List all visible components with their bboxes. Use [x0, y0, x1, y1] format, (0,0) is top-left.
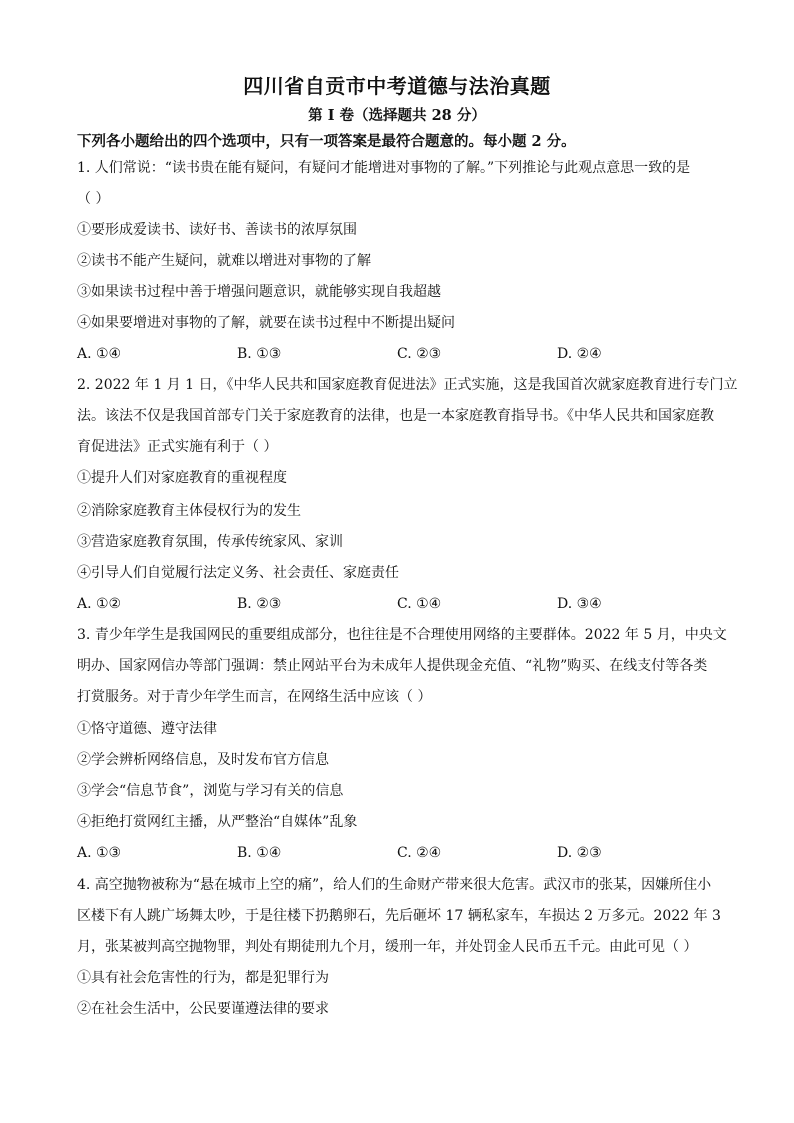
question-4-statement-2: ②在社会生活中，公民要谨遵法律的要求 — [77, 1001, 329, 1017]
question-3-stem-line-2: 明办、国家网信办等部门强调：禁止网站平台为未成年人提供现金充值、“礼物”购买、在线支付等各类 — [77, 658, 708, 674]
question-4-stem-line-3: 月，张某被判高空抛物罪，判处有期徒刑九个月，缓刑一年，并处罚金人民币五千元。由此可见（ ） — [77, 939, 698, 955]
option-d[interactable]: D. ③④ — [557, 596, 602, 612]
option-a[interactable]: A. ①③ — [77, 845, 122, 861]
section-subtitle: 第 I 卷（选择题共 28 分） — [308, 107, 486, 124]
question-1-stem-line-2: （ ） — [77, 191, 110, 207]
question-1-stem-line-1: 1. 人们常说：“读书贵在能有疑问，有疑问才能增进对事物的了解。”下列推论与此观点意思一致的是 — [77, 160, 691, 176]
option-a[interactable]: A. ①② — [77, 596, 122, 612]
option-b[interactable]: B. ①③ — [237, 346, 282, 362]
question-2-statement-1: ①提升人们对家庭教育的重视程度 — [77, 470, 287, 486]
question-2-stem-line-3: 育促进法》正式实施有利于（ ） — [77, 439, 278, 455]
question-3-statement-3: ③学会“信息节食”，浏览与学习有关的信息 — [77, 783, 344, 799]
option-d[interactable]: D. ②④ — [557, 346, 602, 362]
question-1-statement-1: ①要形成爱读书、读好书、善读书的浓厚氛围 — [77, 222, 357, 238]
question-1-statement-3: ③如果读书过程中善于增强问题意识，就能够实现自我超越 — [77, 284, 441, 300]
question-1-statement-4: ④如果要增进对事物的了解，就要在读书过程中不断提出疑问 — [77, 315, 455, 331]
option-c[interactable]: C. ①④ — [397, 596, 442, 612]
option-a[interactable]: A. ①④ — [77, 346, 122, 362]
question-1-options — [77, 345, 717, 363]
question-3-stem-line-3: 打赏服务。对于青少年学生而言，在网络生活中应该（ ） — [77, 689, 432, 705]
option-d[interactable]: D. ②③ — [557, 845, 602, 861]
question-2-stem-line-2: 法。该法不仅是我国首部专门关于家庭教育的法律，也是一本家庭教育指导书。《中华人民共和国家庭教 — [77, 408, 714, 424]
question-3-stem-line-1: 3. 青少年学生是我国网民的重要组成部分，也往往是不合理使用网络的主要群体。2022 年 5 月，中央文 — [77, 627, 727, 643]
option-c[interactable]: C. ②④ — [397, 845, 442, 861]
question-3-statement-2: ②学会辨析网络信息，及时发布官方信息 — [77, 752, 329, 768]
question-2-statement-4: ④引导人们自觉履行法定义务、社会责任、家庭责任 — [77, 565, 399, 581]
question-1-statement-2: ②读书不能产生疑问，就难以增进对事物的了解 — [77, 253, 371, 269]
question-3-options — [77, 844, 717, 862]
question-2-statement-2: ②消除家庭教育主体侵权行为的发生 — [77, 503, 301, 519]
page-title: 四川省自贡市中考道德与法治真题 — [243, 74, 551, 98]
option-c[interactable]: C. ②③ — [397, 346, 442, 362]
option-b[interactable]: B. ②③ — [237, 596, 282, 612]
question-4-stem-line-2: 区楼下有人跳广场舞太吵，于是往楼下扔鹅卵石，先后砸坏 17 辆私家车，车损达 2 万多元。2022 年 3 — [77, 908, 721, 924]
question-3-statement-4: ④拒绝打赏网红主播，从严整治“自媒体”乱象 — [77, 814, 358, 830]
question-3-statement-1: ①恪守道德、遵守法律 — [77, 721, 217, 737]
question-2-statement-3: ③营造家庭教育氛围，传承传统家风、家训 — [77, 534, 343, 550]
instruction-text: 下列各小题给出的四个选项中，只有一项答案是最符合题意的。每小题 2 分。 — [77, 133, 576, 150]
question-4-stem-line-1: 4. 高空抛物被称为“悬在城市上空的痛”，给人们的生命财产带来很大危害。武汉市的张某，因嫌所住小 — [77, 877, 712, 893]
option-b[interactable]: B. ①④ — [237, 845, 282, 861]
question-2-options — [77, 595, 717, 613]
question-4-statement-1: ①具有社会危害性的行为，都是犯罪行为 — [77, 970, 329, 986]
question-2-stem-line-1: 2. 2022 年 1 月 1 日，《中华人民共和国家庭教育促进法》正式实施，这是我国首次就家庭教育进行专门立 — [77, 377, 738, 393]
